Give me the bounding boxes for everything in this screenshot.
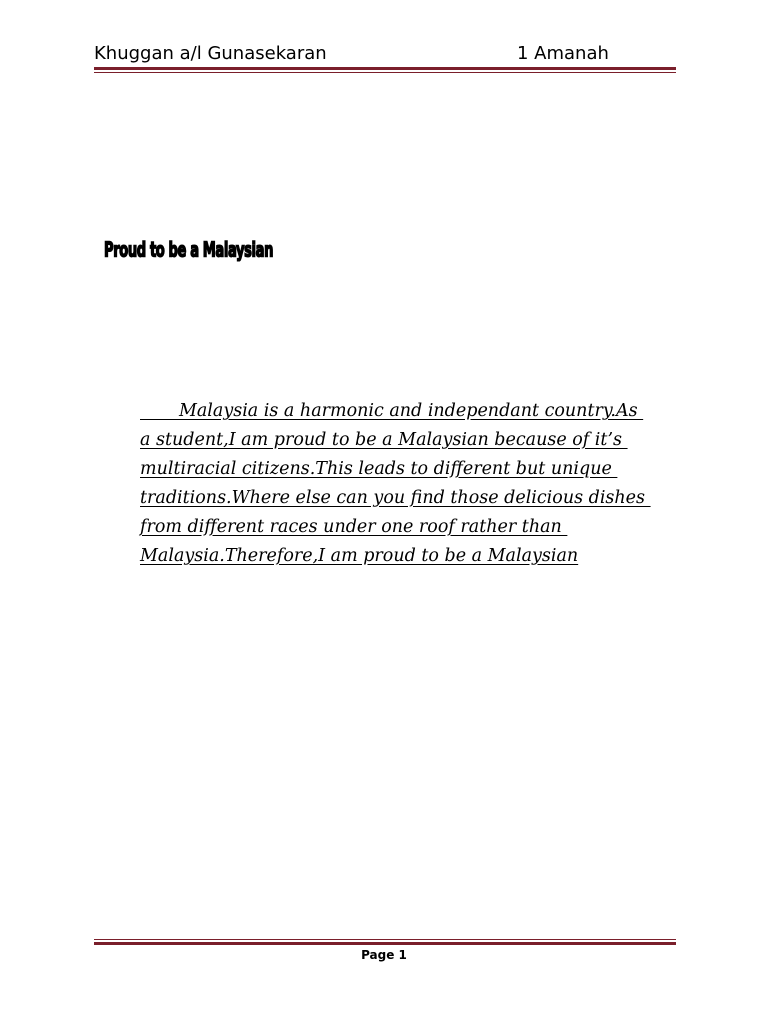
header-rule-thin bbox=[94, 72, 676, 73]
header-author: Khuggan a/l Gunasekaran bbox=[94, 43, 327, 64]
essay-line: multiracial citizens.This leads to different but unique bbox=[140, 459, 618, 479]
essay-paragraph bbox=[140, 397, 680, 571]
header-rule-thick bbox=[94, 67, 676, 70]
page-number: Page 1 bbox=[361, 948, 407, 962]
footer-rule-thin bbox=[94, 939, 676, 940]
essay-line: traditions.Where else can you find those delicious dishes bbox=[140, 488, 651, 508]
header-class-name: 1 Amanah bbox=[517, 43, 609, 64]
essay-line: from different races under one roof rather than bbox=[140, 517, 568, 537]
wordart-title bbox=[104, 237, 274, 262]
essay-line: Malaysia is a harmonic and independant country.As bbox=[140, 401, 644, 421]
essay-line: a student,I am proud to be a Malaysian because of it’s bbox=[140, 430, 628, 450]
wordart-title-text: Proud to be a Malaysian bbox=[104, 237, 274, 262]
footer-rule-thick bbox=[94, 942, 676, 945]
essay-line: Malaysia.Therefore,I am proud to be a Malaysian bbox=[140, 546, 579, 566]
